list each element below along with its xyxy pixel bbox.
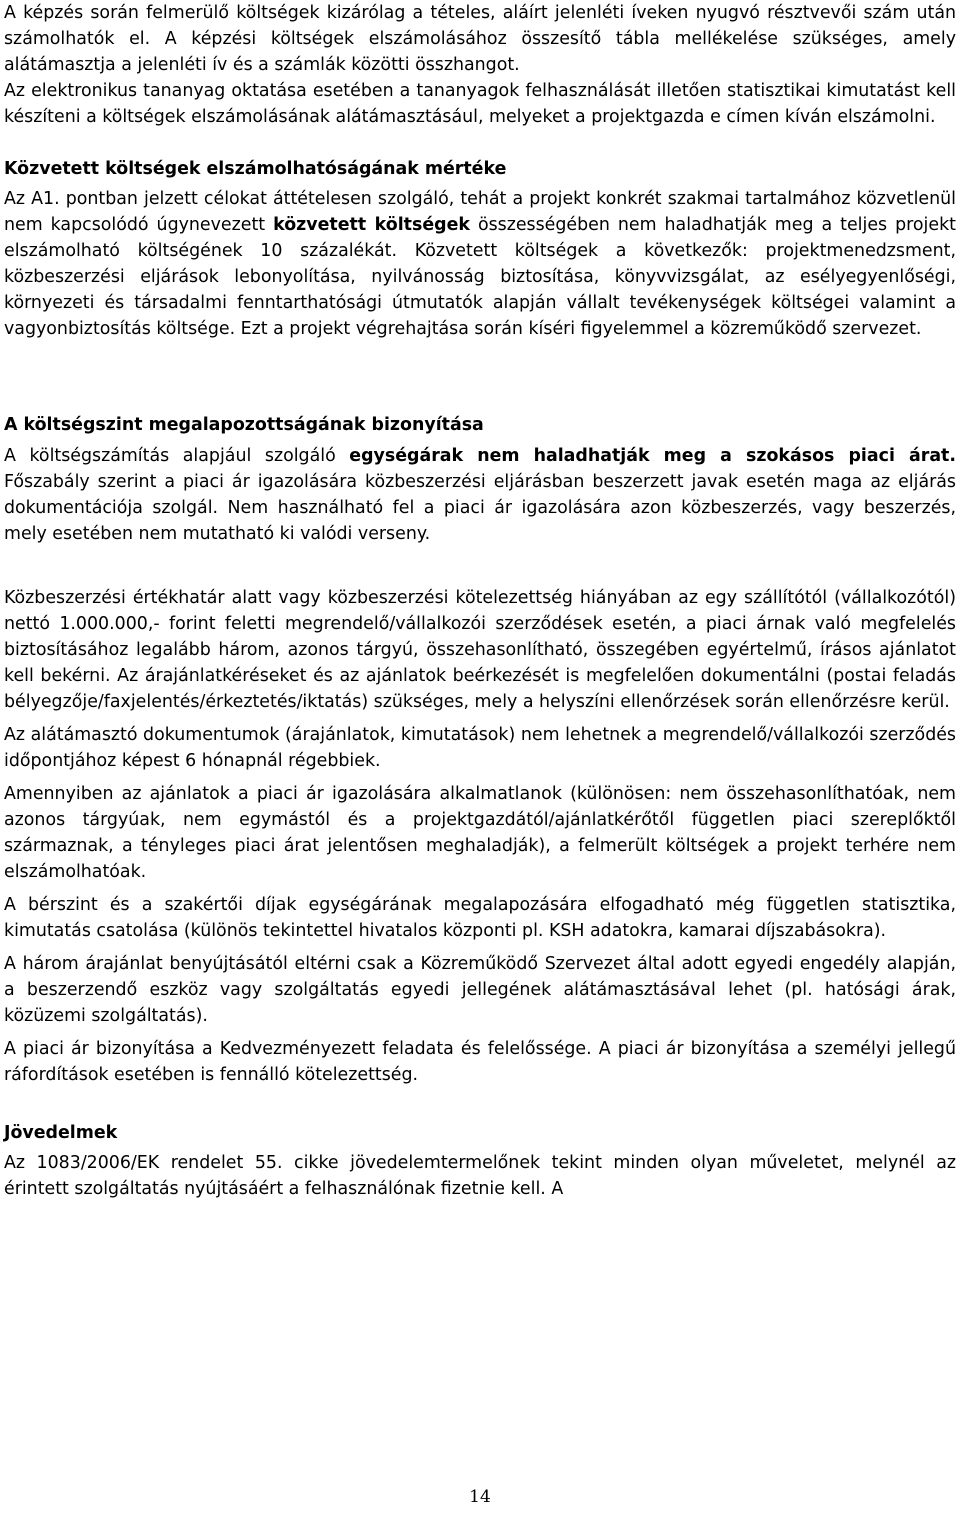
heading-cost-level: A költségszint megalapozottságának bizonyítása: [4, 415, 484, 435]
paragraph-training-costs: A képzés során felmerülő költségek kizárólag a tételes, aláírt jelenléti íveken nyugvó résztvevői szám után számolhatók el. A képzési költségek elszámolásához összesítő tábla mellékelése szükséges, amely alátámasztja a jelenléti ív és a számlák közötti összhangot.: [4, 3, 956, 75]
document-page: [4, 0, 956, 1202]
heading-indirect-costs: Közvetett költségek elszámolhatóságának mértéke: [4, 159, 507, 179]
paragraph-revenues: Az 1083/2006/EK rendelet 55. cikke jövedelemtermelőnek tekint minden olyan műveletet, melynél az érintett szolgáltatás nyújtásáért a felhasználónak fizetnie kell. A: [4, 1153, 956, 1199]
paragraph-procurement-threshold: Közbeszerzési értékhatár alatt vagy közbeszerzési kötelezettség hiányában az egy szállítótól (vállalkozótól) nettó 1.000.000,- forint feletti megrendelő/vállalkozói szerződések esetén, a piaci árnak való megfelelés biztosításához legalább három, azonos tárgyú, összehasonlítható, összegében egyértelmű, írásos ajánlatot kell bekérni. Az árajánlatkéréseket és az ajánlatok beérkezését is megfelelően dokumentálni (postai feladás bélyegzője/faxjelentés/érkeztetés/iktatás) szükséges, mely a helyszíni ellenőrzések során ellenőrzésre kerül.: [4, 588, 956, 712]
page-number: 14: [469, 1487, 491, 1507]
paragraph-supporting-documents: Az alátámasztó dokumentumok (árajánlatok, kimutatások) nem lehetnek a megrendelő/vállalkozói szerződés időpontjához képest 6 hónapnál régebbiek.: [4, 725, 956, 771]
paragraph-market-price-proof: A piaci ár bizonyítása a Kedvezményezett feladata és felelőssége. A piaci ár bizonyítása a személyi jellegű ráfordítások esetében is fennálló kötelezettség.: [4, 1039, 956, 1085]
paragraph-three-offers: A három árajánlat benyújtásától eltérni csak a Közreműködő Szervezet által adott egyedi engedély alapján, a beszerzendő eszköz vagy szolgáltatás egyedi jellegének alátámasztásával lehet (pl. hatósági árak, közüzemi szolgáltatás).: [4, 954, 956, 1026]
paragraph-elearning: Az elektronikus tananyag oktatása esetében a tananyagok felhasználását illetően statisztikai kimutatást kell készíteni a költségek elszámolásának alátámasztásául, melyeket a projektgazda e címen kíván elszámolni.: [4, 81, 956, 127]
paragraph-indirect-costs: Az A1. pontban jelzett célokat áttételesen szolgáló, tehát a projekt konkrét szakmai tartalmához közvetlenül nem kapcsolódó úgynevezett közvetett költségek összességében nem haladhatják meg a teljes projekt elszámolható költségének 10 százalékát. Közvetett költségek a következők: projektmenedzsment, közbeszerzési eljárások lebonyolítása, nyilvánosság biztosítása, könyvvizsgálat, az esélyegyenlőségi, környezeti és társadalmi fenntarthatósági útmutatók alapján vállalt tevékenységek költségei valamint a vagyonbiztosítás költsége. Ezt a projekt végrehajtása során kíséri figyelemmel a közreműködő szervezet.: [4, 189, 956, 339]
paragraph-wage-level: A bérszint és a szakértői díjak egységárának megalapozására elfogadható még független statisztika, kimutatás csatolása (különös tekintettel hivatalos központi pl. KSH adatokra, kamarai díjszabásokra).: [4, 895, 956, 941]
heading-revenues: Jövedelmek: [4, 1123, 118, 1143]
paragraph-unsuitable-offers: Amennyiben az ajánlatok a piaci ár igazolására alkalmatlanok (különösen: nem összehasonlíthatóak, nem azonos tárgyúak, nem egymástól és a projektgazdától/ajánlatkérőtől független piaci szereplőktől származnak, a tényleges piaci árat jelentősen meghaladják), a felmerült költségek a projekt terhére nem elszámolhatóak.: [4, 784, 956, 882]
paragraph-unit-prices: A költségszámítás alapjául szolgáló egységárak nem haladhatják meg a szokásos piaci árat. Főszabály szerint a piaci ár igazolására közbeszerzési eljárásban beszerzett javak esetén maga az eljárás dokumentációja szolgál. Nem használható fel a piaci ár igazolására azon közbeszerzés, vagy beszerzés, mely esetében nem mutatható ki valódi verseny.: [4, 446, 956, 544]
